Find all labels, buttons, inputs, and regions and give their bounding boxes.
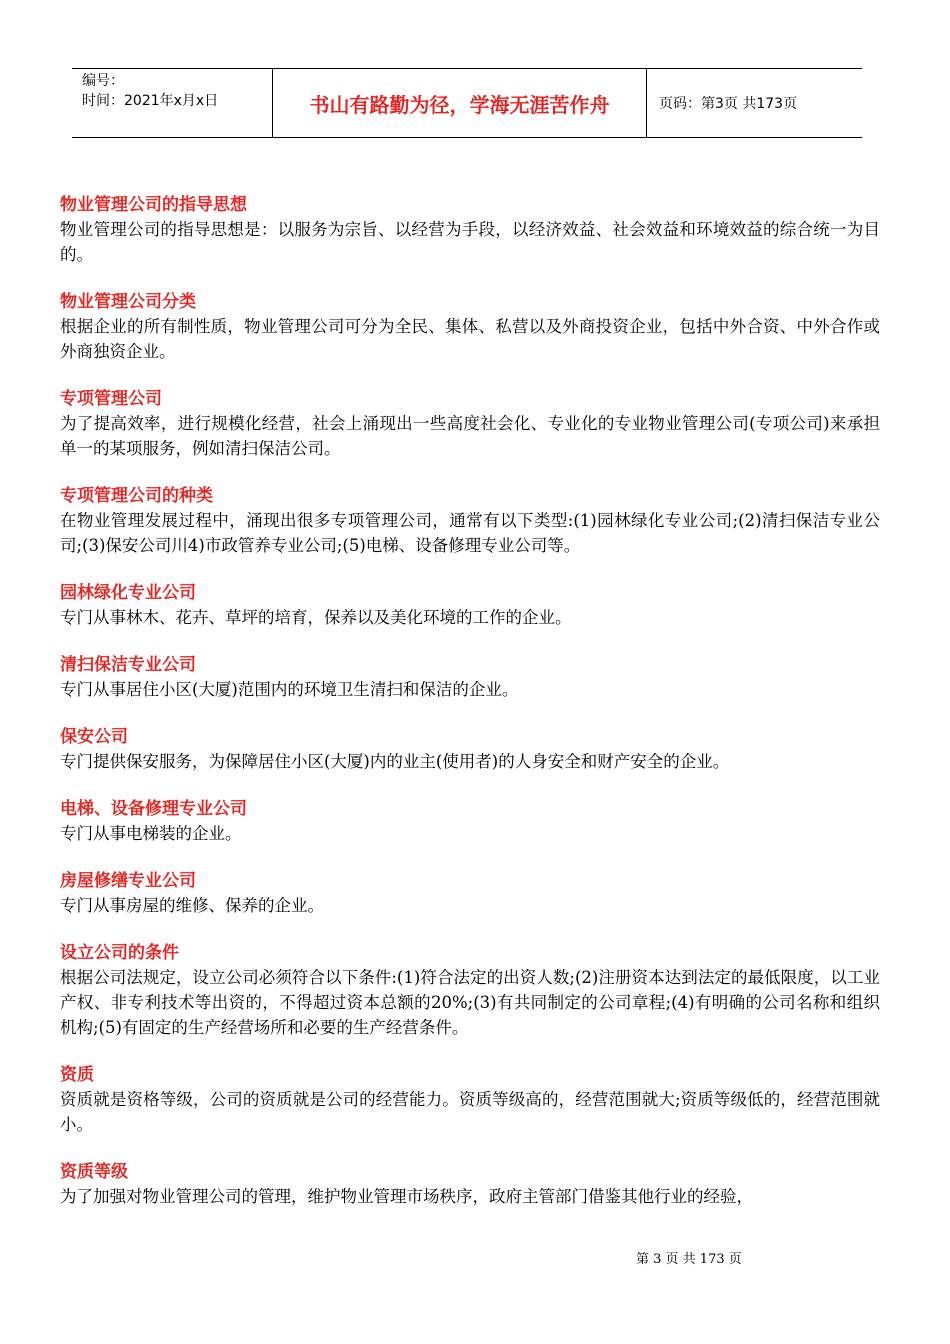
- section: [60, 484, 880, 558]
- section: [60, 941, 880, 1040]
- section-paragraph: 根据公司法规定，设立公司必须符合以下条件:(1)符合法定的出资人数;(2)注册资本达到法定的最低限度，以工业产权、非专利技术等出资的，不得超过资本总额的20%;(3)有共同制定的公司章程;(4)有明确的公司名称和组织机构;(5)有固定的生产经营场所和必要的生产经营条件。: [60, 968, 880, 1037]
- section-paragraph: 物业管理公司的指导思想是：以服务为宗旨、以经营为手段，以经济效益、社会效益和环境效益的综合统一为目的。: [60, 220, 880, 264]
- section-paragraph: 专门从事林木、花卉、草坪的培育，保养以及美化环境的工作的企业。: [60, 608, 572, 627]
- section: [60, 653, 880, 702]
- section-paragraph: 专门从事电梯装的企业。: [60, 824, 242, 843]
- section-paragraph: 根据企业的所有制性质，物业管理公司可分为全民、集体、私营以及外商投资企业，包括中外合资、中外合作或外商独资企业。: [60, 317, 880, 361]
- section-heading: 物业管理公司分类: [60, 292, 196, 312]
- section-heading: 清扫保洁专业公司: [60, 655, 196, 675]
- section-heading: 房屋修缮专业公司: [60, 871, 196, 891]
- page-header: [72, 68, 862, 138]
- section-paragraph: 专门从事居住小区(大厦)范围内的环境卫生清扫和保洁的企业。: [60, 680, 519, 699]
- section: [60, 797, 880, 846]
- section-heading: 专项管理公司: [60, 389, 162, 409]
- section: [60, 387, 880, 461]
- section-heading: 资质等级: [60, 1162, 128, 1182]
- section-paragraph: 在物业管理发展过程中，涌现出很多专项管理公司，通常有以下类型:(1)园林绿化专业公司;(2)清扫保洁专业公司;(3)保安公司川4)市政管养专业公司;(5)电梯、设备修理专业公司等。: [60, 511, 880, 555]
- header-motto: 书山有路勤为径，学海无涯苦作舟: [273, 69, 647, 137]
- section: [60, 1063, 880, 1137]
- section-paragraph: 专门提供保安服务，为保障居住小区(大厦)内的业主(使用者)的人身安全和财产安全的企业。: [60, 752, 730, 771]
- section-heading: 保安公司: [60, 727, 128, 747]
- section-heading: 电梯、设备修理专业公司: [60, 799, 247, 819]
- section-heading: 资质: [60, 1065, 94, 1085]
- section-heading: 园林绿化专业公司: [60, 583, 196, 603]
- section-heading: 专项管理公司的种类: [60, 486, 213, 506]
- section: [60, 869, 880, 918]
- section-paragraph: 为了加强对物业管理公司的管理，维护物业管理市场秩序，政府主管部门借鉴其他行业的经验，: [60, 1187, 753, 1206]
- header-meta: [72, 69, 273, 137]
- section-heading: 物业管理公司的指导思想: [60, 195, 247, 215]
- document-body: [60, 193, 880, 1232]
- document-time-label: 时间：2021年x月x日: [82, 93, 219, 109]
- section: [60, 1160, 880, 1209]
- document-number-label: 编号：: [82, 73, 124, 89]
- section-paragraph: 资质就是资格等级，公司的资质就是公司的经营能力。资质等级高的，经营范围就大;资质等级低的，经营范围就小。: [60, 1090, 880, 1134]
- section: [60, 581, 880, 630]
- section-paragraph: 为了提高效率，进行规模化经营，社会上涌现出一些高度社会化、专业化的专业物业管理公司(专项公司)来承担单一的某项服务，例如清扫保洁公司。: [60, 414, 880, 458]
- section: [60, 193, 880, 267]
- section-paragraph: 专门从事房屋的维修、保养的企业。: [60, 896, 324, 915]
- page-footer: 第 3 页 共 173 页: [636, 1252, 742, 1267]
- section: [60, 725, 880, 774]
- section: [60, 290, 880, 364]
- section-heading: 设立公司的条件: [60, 943, 179, 963]
- header-page-number: 页码：第3页 共173页: [659, 96, 798, 112]
